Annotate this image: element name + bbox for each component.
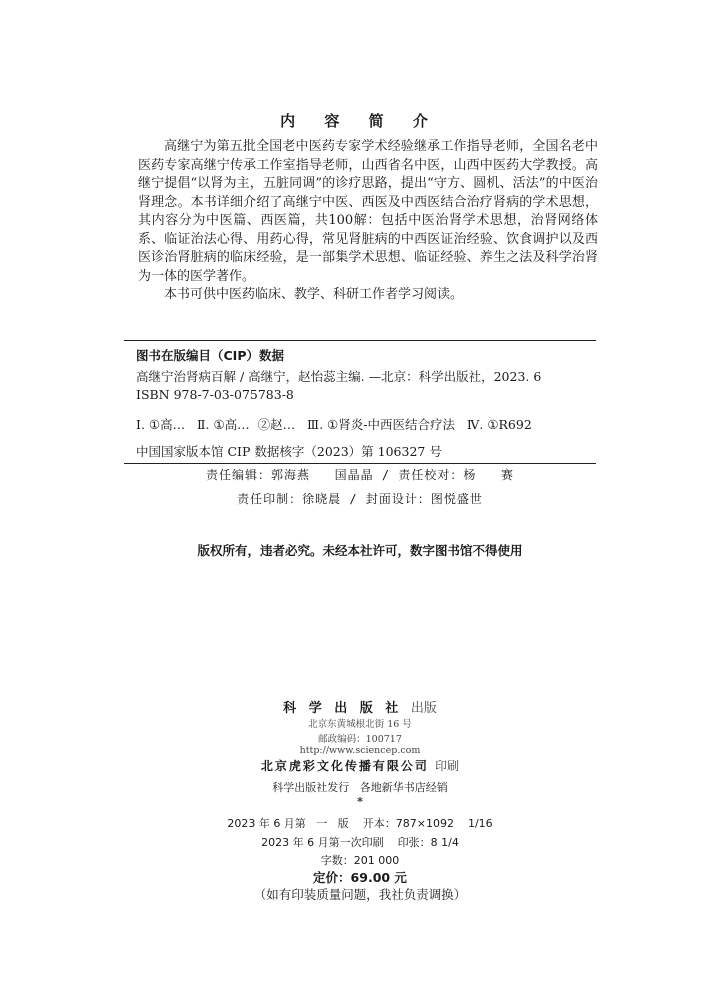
publisher-address: 北京东黄城根北街 16 号 xyxy=(308,719,412,730)
copyright-notice: 版权所有，违者必究。未经本社许可，数字图书馆不得使用 xyxy=(197,543,523,558)
cip-data-box xyxy=(124,340,596,464)
printer-suffix: 印刷 xyxy=(435,759,460,773)
printer-line xyxy=(0,757,720,774)
cip-classification: Ⅰ. ①高… Ⅱ. ①高… ②赵… Ⅲ. ①肾炎-中西医结合疗法 Ⅳ. ①R692 xyxy=(136,417,532,432)
quality-note: （如有印装质量问题，我社负责调换） xyxy=(253,887,467,902)
word-count: 字数：201 000 xyxy=(320,854,400,867)
cip-title-line: 高继宁治肾病百解 / 高继宁，赵怡蕊主编. —北京：科学出版社，2023. 6 xyxy=(136,369,542,384)
publisher-url: http://www.sciencep.com xyxy=(299,745,421,756)
page-title: 内 容 简 介 xyxy=(280,112,440,130)
distribution-info: 科学出版社发行 各地新华书店经销 xyxy=(272,781,448,794)
publisher-suffix: 出版 xyxy=(410,701,437,716)
cip-approval-number: 中国国家版本馆 CIP 数据核字（2023）第 106327 号 xyxy=(136,444,442,459)
edition-info: 2023 年 6 月第 一 版 开本：787×1092 1/16 xyxy=(227,817,493,830)
production-credits: 责任印制：徐晓晨 / 封面设计：图悦盛世 xyxy=(237,492,483,506)
cip-heading: 图书在版编目（CIP）数据 xyxy=(136,348,284,363)
summary-paragraph: 本书可供中医药临床、教学、科研工作者学习阅读。 xyxy=(164,287,464,302)
printing-info: 2023 年 6 月第一次印刷 印张：8 1/4 xyxy=(261,836,459,849)
publisher-line xyxy=(0,697,720,716)
printer-name: 北京虎彩文化传播有限公司 xyxy=(260,759,429,773)
separator-star: * xyxy=(357,795,363,808)
price: 定价：69.00 元 xyxy=(313,870,407,885)
publisher-name: 科 学 出 版 社 xyxy=(283,701,403,716)
content-summary xyxy=(138,138,598,305)
postal-code: 邮政编码：100717 xyxy=(318,734,402,745)
editor-credits: 责任编辑：郭海燕 国晶晶 / 责任校对：杨 赛 xyxy=(205,468,515,482)
cip-isbn: ISBN 978-7-03-075783-8 xyxy=(136,387,294,402)
summary-paragraph: 高继宁为第五批全国老中医药专家学术经验继承工作指导老师，全国名老中医药专家高继宁传承工作室指导老师，山西省名中医，山西中医药大学教授。高继宁提倡“以肾为主，五脏同调”的诊疗思路，提出“守方、圆机、活法”的中医治肾理念。本书详细介绍了高继宁中医、西医及中西医结合治疗肾病的学术思想，其内容分为中医篇、西医篇，共100解：包括中医治肾学术思想，治肾网络体系、临证治法心得、用药心得，常见肾脏病的中西医证治经验、饮食调护以及西医诊治肾脏病的临床经验，是一部集学术思想、临证经验、养生之法及科学治肾为一体的医学著作。 xyxy=(138,139,598,284)
